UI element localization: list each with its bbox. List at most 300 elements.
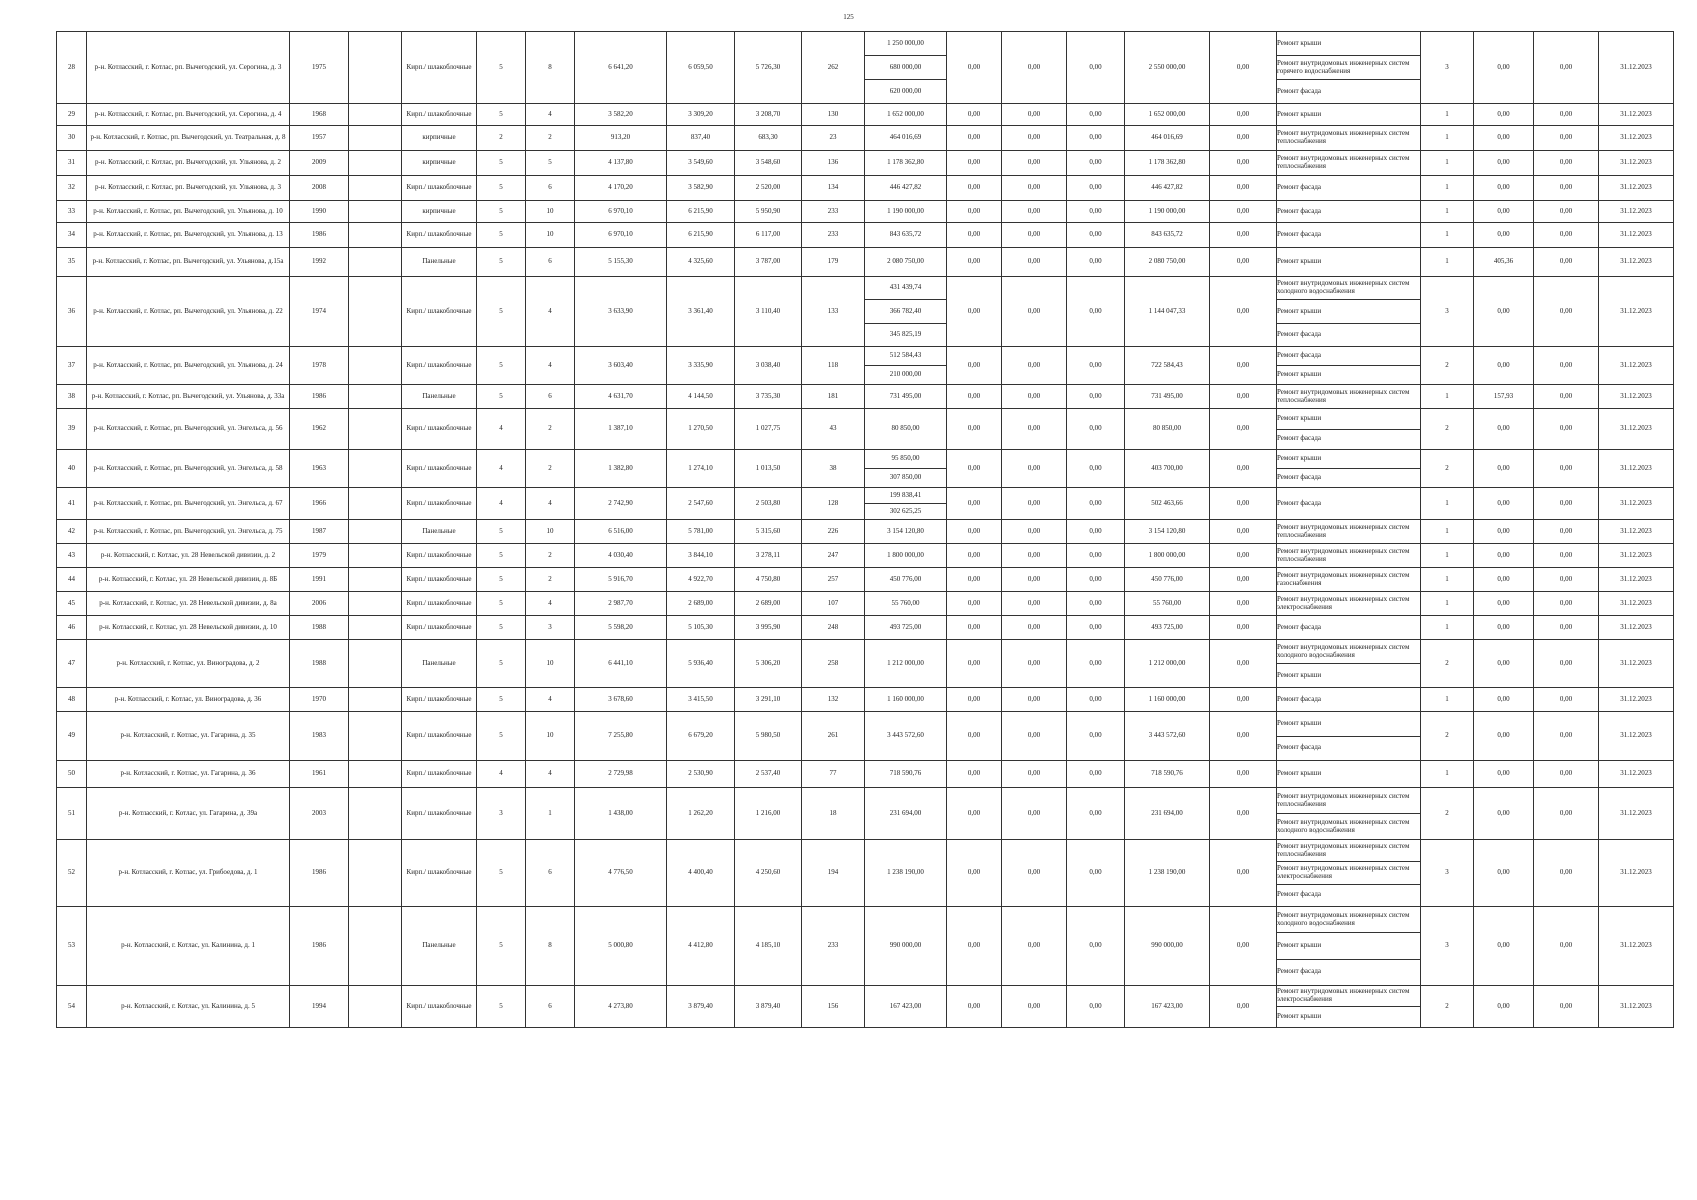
fund-local: 0,00 <box>1067 544 1125 568</box>
residents-count: 133 <box>802 277 865 347</box>
specific-cost: 0,00 <box>1474 488 1534 520</box>
total-cost: 1 190 000,00 <box>1125 201 1210 223</box>
house-address: р-н. Котласский, г. Котлас, рп. Вычегодский, ул. Энгельса, д. 56 <box>87 409 290 450</box>
empty-cell <box>349 176 402 201</box>
specific-cost: 157,93 <box>1474 385 1534 409</box>
house-address: р-н. Котласский, г. Котлас, рп. Вычегодский, ул. Серогина, д. 4 <box>87 104 290 126</box>
house-address: р-н. Котласский, г. Котлас, рп. Вычегодский, ул. Ульянова, д. 13 <box>87 223 290 248</box>
row-number: 44 <box>57 568 87 592</box>
house-address: р-н. Котласский, г. Котлас, ул. Калинина, д. 5 <box>87 986 290 1028</box>
fund-regional: 0,00 <box>1002 788 1067 840</box>
total-area: 2 729,98 <box>575 761 667 788</box>
limit-cost: 0,00 <box>1534 592 1599 616</box>
table-row <box>57 840 1674 907</box>
living-area: 683,30 <box>735 126 802 151</box>
entrance-count: 6 <box>526 176 575 201</box>
fund-owners: 0,00 <box>1210 712 1277 761</box>
fund-regional: 0,00 <box>1002 520 1067 544</box>
empty-cell <box>349 616 402 640</box>
entrance-count: 10 <box>526 520 575 544</box>
residential-area: 3 335,90 <box>667 347 735 385</box>
living-area: 3 110,40 <box>735 277 802 347</box>
empty-cell <box>349 450 402 488</box>
empty-cell <box>349 986 402 1028</box>
work-cost-item: 345 825,19 <box>865 323 946 346</box>
wall-material: Кирп./ шлакоблочные <box>402 104 477 126</box>
work-cost <box>865 277 947 347</box>
work-types <box>1277 347 1421 385</box>
fund-local: 0,00 <box>1067 176 1125 201</box>
residents-count: 226 <box>802 520 865 544</box>
residents-count: 134 <box>802 176 865 201</box>
empty-cell <box>349 840 402 907</box>
limit-cost: 0,00 <box>1534 347 1599 385</box>
work-types <box>1277 520 1421 544</box>
total-area: 4 273,80 <box>575 986 667 1028</box>
row-number: 48 <box>57 688 87 712</box>
fund-federal: 0,00 <box>947 592 1002 616</box>
table-row <box>57 450 1674 488</box>
work-types <box>1277 840 1421 907</box>
residents-count: 257 <box>802 568 865 592</box>
residents-count: 261 <box>802 712 865 761</box>
entrance-count: 2 <box>526 544 575 568</box>
work-cost-item: 446 427,82 <box>889 183 922 192</box>
work-types-item: Ремонт фасада <box>1277 230 1322 239</box>
work-count: 2 <box>1421 788 1474 840</box>
repair-program-table <box>56 31 1674 1028</box>
work-count: 2 <box>1421 347 1474 385</box>
fund-federal: 0,00 <box>947 568 1002 592</box>
residential-area: 5 781,00 <box>667 520 735 544</box>
specific-cost: 0,00 <box>1474 520 1534 544</box>
floor-count: 5 <box>477 986 526 1028</box>
residential-area: 2 689,00 <box>667 592 735 616</box>
work-types <box>1277 151 1421 176</box>
work-cost-item: 620 000,00 <box>865 79 946 103</box>
fund-federal: 0,00 <box>947 385 1002 409</box>
fund-owners: 0,00 <box>1210 761 1277 788</box>
total-area: 6 970,10 <box>575 223 667 248</box>
floor-count: 4 <box>477 450 526 488</box>
wall-material: Кирп./ шлакоблочные <box>402 712 477 761</box>
total-area: 3 582,20 <box>575 104 667 126</box>
work-cost <box>865 986 947 1028</box>
specific-cost: 0,00 <box>1474 907 1534 986</box>
work-cost-item: 366 782,40 <box>865 299 946 322</box>
specific-cost: 0,00 <box>1474 347 1534 385</box>
commission-year: 1961 <box>290 761 349 788</box>
table-row <box>57 104 1674 126</box>
living-area: 6 117,00 <box>735 223 802 248</box>
specific-cost: 0,00 <box>1474 986 1534 1028</box>
fund-owners: 0,00 <box>1210 409 1277 450</box>
entrance-count: 10 <box>526 640 575 688</box>
total-area: 1 382,80 <box>575 450 667 488</box>
fund-local: 0,00 <box>1067 223 1125 248</box>
total-cost: 403 700,00 <box>1125 450 1210 488</box>
limit-cost: 0,00 <box>1534 248 1599 277</box>
work-types-item: Ремонт фасада <box>1277 183 1322 192</box>
residents-count: 181 <box>802 385 865 409</box>
fund-federal: 0,00 <box>947 32 1002 104</box>
empty-cell <box>349 248 402 277</box>
work-types-item: Ремонт фасада <box>1277 468 1420 487</box>
total-area: 2 987,70 <box>575 592 667 616</box>
fund-local: 0,00 <box>1067 616 1125 640</box>
total-area: 7 255,80 <box>575 712 667 761</box>
floor-count: 5 <box>477 544 526 568</box>
work-types-item: Ремонт крыши <box>1277 454 1322 463</box>
total-cost: 843 635,72 <box>1125 223 1210 248</box>
total-cost: 502 463,66 <box>1125 488 1210 520</box>
total-cost: 80 850,00 <box>1125 409 1210 450</box>
entrance-count: 4 <box>526 104 575 126</box>
fund-owners: 0,00 <box>1210 104 1277 126</box>
total-cost: 231 694,00 <box>1125 788 1210 840</box>
row-number: 34 <box>57 223 87 248</box>
row-number: 46 <box>57 616 87 640</box>
residential-area: 3 879,40 <box>667 986 735 1028</box>
work-count: 1 <box>1421 488 1474 520</box>
row-number: 50 <box>57 761 87 788</box>
fund-owners: 0,00 <box>1210 347 1277 385</box>
commission-year: 2003 <box>290 788 349 840</box>
commission-year: 2009 <box>290 151 349 176</box>
residential-area: 6 215,90 <box>667 223 735 248</box>
row-number: 35 <box>57 248 87 277</box>
fund-local: 0,00 <box>1067 568 1125 592</box>
work-types-item: Ремонт внутридомовых инженерных систем электроснабжения <box>1277 987 1410 1003</box>
completion-date: 31.12.2023 <box>1599 126 1674 151</box>
commission-year: 1978 <box>290 347 349 385</box>
work-types-item: Ремонт внутридомовых инженерных систем электроснабжения <box>1277 594 1410 611</box>
residential-area: 1 274,10 <box>667 450 735 488</box>
work-count: 1 <box>1421 248 1474 277</box>
house-address: р-н. Котласский, г. Котлас, рп. Вычегодский, ул. Ульянова, д.15а <box>87 248 290 277</box>
table-row <box>57 201 1674 223</box>
table-row <box>57 409 1674 450</box>
empty-cell <box>349 568 402 592</box>
row-number: 37 <box>57 347 87 385</box>
total-cost: 55 760,00 <box>1125 592 1210 616</box>
house-address: р-н. Котласский, г. Котлас, рп. Вычегодский, ул. Серогина, д. 3 <box>87 32 290 104</box>
total-area: 4 170,20 <box>575 176 667 201</box>
living-area: 2 689,00 <box>735 592 802 616</box>
completion-date: 31.12.2023 <box>1599 151 1674 176</box>
work-cost-item: 464 016,69 <box>889 133 922 142</box>
work-cost <box>865 450 947 488</box>
fund-federal: 0,00 <box>947 712 1002 761</box>
residential-area: 5 105,30 <box>667 616 735 640</box>
empty-cell <box>349 104 402 126</box>
fund-regional: 0,00 <box>1002 347 1067 385</box>
residents-count: 136 <box>802 151 865 176</box>
living-area: 3 038,40 <box>735 347 802 385</box>
work-count: 1 <box>1421 568 1474 592</box>
entrance-count: 6 <box>526 248 575 277</box>
floor-count: 5 <box>477 277 526 347</box>
fund-local: 0,00 <box>1067 520 1125 544</box>
fund-local: 0,00 <box>1067 712 1125 761</box>
wall-material: Кирп./ шлакоблочные <box>402 688 477 712</box>
completion-date: 31.12.2023 <box>1599 488 1674 520</box>
entrance-count: 10 <box>526 201 575 223</box>
fund-owners: 0,00 <box>1210 223 1277 248</box>
entrance-count: 2 <box>526 450 575 488</box>
work-count: 2 <box>1421 712 1474 761</box>
work-types-item: Ремонт внутридомовых инженерных систем холодного водоснабжения <box>1277 910 1410 927</box>
table-row <box>57 907 1674 986</box>
fund-regional: 0,00 <box>1002 248 1067 277</box>
wall-material: кирпичные <box>402 151 477 176</box>
living-area: 1 027,75 <box>735 409 802 450</box>
table-row <box>57 347 1674 385</box>
work-types-item: Ремонт фасада <box>1277 323 1420 346</box>
residential-area: 2 547,60 <box>667 488 735 520</box>
living-area: 5 950,90 <box>735 201 802 223</box>
work-cost <box>865 385 947 409</box>
empty-cell <box>349 32 402 104</box>
living-area: 5 315,60 <box>735 520 802 544</box>
living-area: 1 013,50 <box>735 450 802 488</box>
fund-regional: 0,00 <box>1002 907 1067 986</box>
total-cost: 464 016,69 <box>1125 126 1210 151</box>
table-row <box>57 788 1674 840</box>
entrance-count: 8 <box>526 907 575 986</box>
work-count: 2 <box>1421 640 1474 688</box>
table-row <box>57 688 1674 712</box>
fund-owners: 0,00 <box>1210 201 1277 223</box>
commission-year: 1979 <box>290 544 349 568</box>
total-area: 4 776,50 <box>575 840 667 907</box>
residential-area: 6 059,50 <box>667 32 735 104</box>
completion-date: 31.12.2023 <box>1599 688 1674 712</box>
empty-cell <box>349 151 402 176</box>
fund-federal: 0,00 <box>947 223 1002 248</box>
fund-owners: 0,00 <box>1210 277 1277 347</box>
fund-regional: 0,00 <box>1002 592 1067 616</box>
work-cost-item: 512 584,43 <box>889 351 922 360</box>
fund-federal: 0,00 <box>947 544 1002 568</box>
commission-year: 2008 <box>290 176 349 201</box>
work-types <box>1277 223 1421 248</box>
total-cost: 731 495,00 <box>1125 385 1210 409</box>
completion-date: 31.12.2023 <box>1599 450 1674 488</box>
fund-regional: 0,00 <box>1002 640 1067 688</box>
table-row <box>57 151 1674 176</box>
floor-count: 5 <box>477 688 526 712</box>
limit-cost: 0,00 <box>1534 986 1599 1028</box>
work-cost-item: 1 652 000,00 <box>887 109 924 118</box>
work-cost <box>865 592 947 616</box>
work-cost <box>865 688 947 712</box>
entrance-count: 4 <box>526 761 575 788</box>
work-types <box>1277 616 1421 640</box>
work-cost <box>865 712 947 761</box>
residents-count: 262 <box>802 32 865 104</box>
floor-count: 4 <box>477 409 526 450</box>
work-cost <box>865 409 947 450</box>
work-count: 1 <box>1421 104 1474 126</box>
work-cost-item: 843 635,72 <box>889 230 922 239</box>
work-count: 1 <box>1421 592 1474 616</box>
residential-area: 837,40 <box>667 126 735 151</box>
total-cost: 1 144 047,33 <box>1125 277 1210 347</box>
commission-year: 1974 <box>290 277 349 347</box>
work-cost <box>865 488 947 520</box>
floor-count: 2 <box>477 126 526 151</box>
total-area: 3 633,90 <box>575 277 667 347</box>
fund-regional: 0,00 <box>1002 688 1067 712</box>
row-number: 28 <box>57 32 87 104</box>
work-types-item: Ремонт крыши <box>1277 663 1420 687</box>
floor-count: 5 <box>477 201 526 223</box>
residential-area: 2 530,90 <box>667 761 735 788</box>
fund-local: 0,00 <box>1067 151 1125 176</box>
limit-cost: 0,00 <box>1534 450 1599 488</box>
fund-local: 0,00 <box>1067 986 1125 1028</box>
specific-cost: 0,00 <box>1474 126 1534 151</box>
work-types-item: Ремонт внутридомовых инженерных систем теплоснабжения <box>1277 791 1410 808</box>
empty-cell <box>349 488 402 520</box>
empty-cell <box>349 712 402 761</box>
fund-regional: 0,00 <box>1002 176 1067 201</box>
total-area: 2 742,90 <box>575 488 667 520</box>
floor-count: 5 <box>477 248 526 277</box>
residential-area: 1 270,50 <box>667 409 735 450</box>
entrance-count: 6 <box>526 986 575 1028</box>
floor-count: 5 <box>477 223 526 248</box>
commission-year: 2006 <box>290 592 349 616</box>
commission-year: 1990 <box>290 201 349 223</box>
specific-cost: 0,00 <box>1474 640 1534 688</box>
commission-year: 1983 <box>290 712 349 761</box>
table-row <box>57 488 1674 520</box>
limit-cost: 0,00 <box>1534 126 1599 151</box>
work-types-item: Ремонт крыши <box>1277 299 1420 322</box>
specific-cost: 0,00 <box>1474 568 1534 592</box>
living-area: 3 208,70 <box>735 104 802 126</box>
total-cost: 1 160 000,00 <box>1125 688 1210 712</box>
commission-year: 1992 <box>290 248 349 277</box>
commission-year: 1962 <box>290 409 349 450</box>
completion-date: 31.12.2023 <box>1599 986 1674 1028</box>
work-types-item: Ремонт крыши <box>1277 365 1420 384</box>
work-cost-item: 3 443 572,60 <box>887 731 924 740</box>
work-types-item: Ремонт внутридомовых инженерных систем теплоснабжения <box>1277 387 1410 404</box>
entrance-count: 10 <box>526 712 575 761</box>
table-row <box>57 277 1674 347</box>
specific-cost: 0,00 <box>1474 592 1534 616</box>
table-row <box>57 712 1674 761</box>
work-cost-item: 731 495,00 <box>889 391 922 400</box>
fund-owners: 0,00 <box>1210 544 1277 568</box>
total-area: 6 516,00 <box>575 520 667 544</box>
total-cost: 167 423,00 <box>1125 986 1210 1028</box>
table-row <box>57 32 1674 104</box>
fund-federal: 0,00 <box>947 176 1002 201</box>
residential-area: 6 215,90 <box>667 201 735 223</box>
house-address: р-н. Котласский, г. Котлас, рп. Вычегодский, ул. Театральная, д. 8 <box>87 126 290 151</box>
completion-date: 31.12.2023 <box>1599 840 1674 907</box>
commission-year: 1966 <box>290 488 349 520</box>
total-area: 6 441,10 <box>575 640 667 688</box>
fund-federal: 0,00 <box>947 907 1002 986</box>
wall-material: Кирп./ шлакоблочные <box>402 986 477 1028</box>
entrance-count: 3 <box>526 616 575 640</box>
work-count: 3 <box>1421 907 1474 986</box>
commission-year: 1957 <box>290 126 349 151</box>
residents-count: 156 <box>802 986 865 1028</box>
wall-material: Кирп./ шлакоблочные <box>402 840 477 907</box>
work-types-item: Ремонт внутридомовых инженерных систем газоснабжения <box>1277 570 1410 587</box>
work-types-item: Ремонт фасада <box>1277 351 1322 360</box>
house-address: р-н. Котласский, г. Котлас, рп. Вычегодский, ул. Ульянова, д. 3 <box>87 176 290 201</box>
work-count: 3 <box>1421 277 1474 347</box>
work-cost <box>865 788 947 840</box>
empty-cell <box>349 592 402 616</box>
entrance-count: 4 <box>526 488 575 520</box>
work-types <box>1277 104 1421 126</box>
table-row <box>57 616 1674 640</box>
specific-cost: 0,00 <box>1474 32 1534 104</box>
fund-regional: 0,00 <box>1002 385 1067 409</box>
work-cost-item: 167 423,00 <box>889 1001 922 1010</box>
specific-cost: 0,00 <box>1474 788 1534 840</box>
row-number: 31 <box>57 151 87 176</box>
work-types <box>1277 385 1421 409</box>
fund-local: 0,00 <box>1067 688 1125 712</box>
residents-count: 132 <box>802 688 865 712</box>
total-area: 4 030,40 <box>575 544 667 568</box>
work-types <box>1277 201 1421 223</box>
living-area: 5 726,30 <box>735 32 802 104</box>
work-types-item: Ремонт крыши <box>1277 413 1322 422</box>
commission-year: 1970 <box>290 688 349 712</box>
empty-cell <box>349 907 402 986</box>
specific-cost: 0,00 <box>1474 688 1534 712</box>
fund-owners: 0,00 <box>1210 151 1277 176</box>
completion-date: 31.12.2023 <box>1599 520 1674 544</box>
work-cost-item: 493 725,00 <box>889 622 922 631</box>
total-area: 5 155,30 <box>575 248 667 277</box>
fund-regional: 0,00 <box>1002 568 1067 592</box>
work-types-item: Ремонт внутридомовых инженерных систем холодного водоснабжения <box>1277 279 1410 296</box>
fund-federal: 0,00 <box>947 640 1002 688</box>
specific-cost: 0,00 <box>1474 151 1534 176</box>
specific-cost: 0,00 <box>1474 761 1534 788</box>
fund-local: 0,00 <box>1067 907 1125 986</box>
floor-count: 5 <box>477 640 526 688</box>
living-area: 3 291,10 <box>735 688 802 712</box>
total-area: 5 598,20 <box>575 616 667 640</box>
fund-local: 0,00 <box>1067 385 1125 409</box>
living-area: 4 250,60 <box>735 840 802 907</box>
total-cost: 450 776,00 <box>1125 568 1210 592</box>
work-cost <box>865 32 947 104</box>
residents-count: 233 <box>802 223 865 248</box>
work-types-item: Ремонт крыши <box>1277 718 1322 727</box>
floor-count: 5 <box>477 151 526 176</box>
residents-count: 233 <box>802 201 865 223</box>
floor-count: 5 <box>477 568 526 592</box>
work-cost-item: 431 439,74 <box>889 283 922 292</box>
table-row <box>57 126 1674 151</box>
floor-count: 5 <box>477 907 526 986</box>
page-number: 125 <box>843 13 854 21</box>
fund-owners: 0,00 <box>1210 488 1277 520</box>
